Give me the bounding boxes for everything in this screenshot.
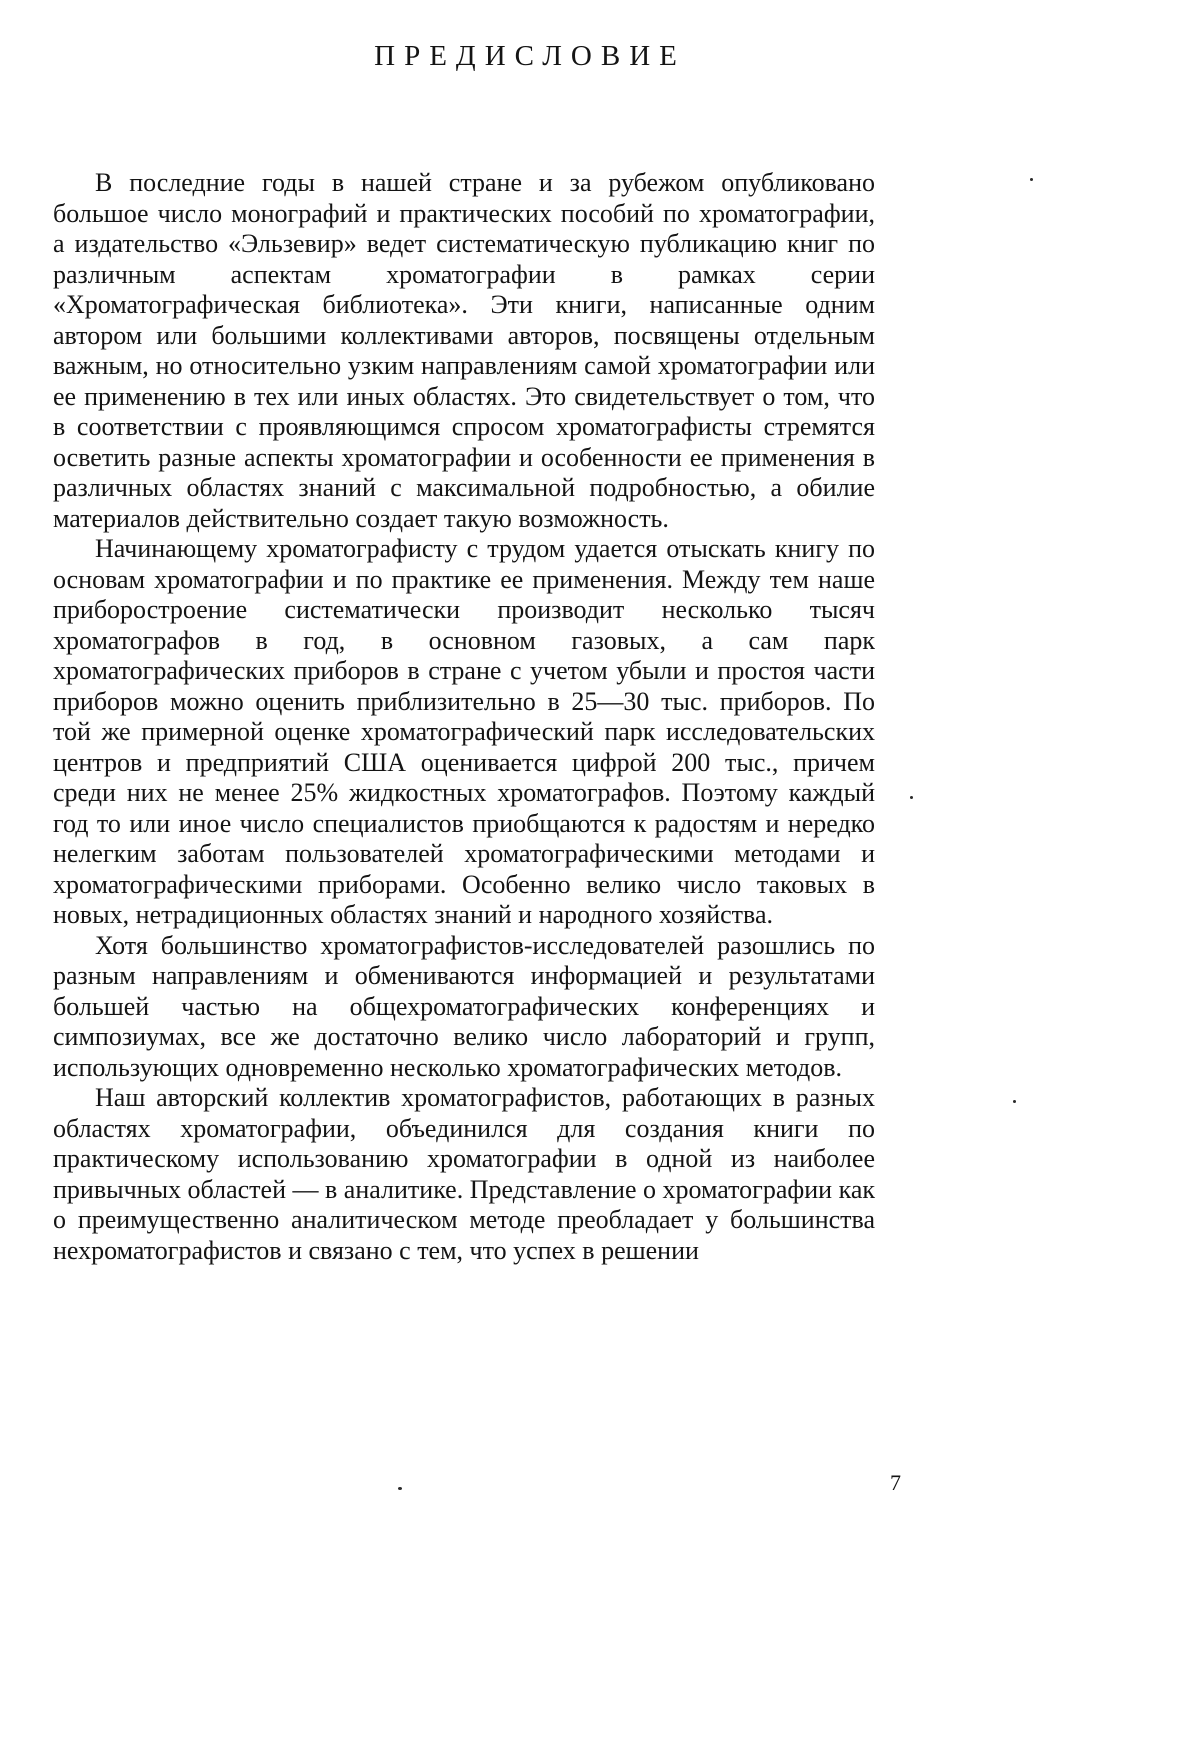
page-heading: ПРЕДИСЛОВИЕ [374,40,686,72]
body-text [53,168,875,1266]
paragraph-3: Хотя большинство хроматографистов-исследователей разошлись по разным направлениям и обмениваются информацией и результатами большей частью на общехроматографических конференциях и симпозиумах, все же достаточно велико число лабораторий и групп, использующих одновременно несколько хроматографических методов. [53,930,875,1082]
scan-speck [1013,1100,1016,1103]
page-number: 7 [890,1470,901,1495]
paragraph-4: Наш авторский коллектив хроматографистов, работающих в разных областях хроматографии, объединился для создания книги по практическому использованию хроматографии в одной из наиболее привычных областей — в аналитике. Представление о хроматографии как о преимущественно аналитическом методе преобладает у большинства нехроматографистов и связано с тем, что успех в решении [53,1083,875,1265]
scan-speck [1030,178,1033,181]
paragraph-1: В последние годы в нашей стране и за рубежом опубликовано большое число монографий и практических пособий по хроматографии, а издательство «Эльзевир» ведет систематическую публикацию книг по различным аспектам хроматографии в рамках серии «Хроматографическая библиотека». Эти книги, написанные одним автором или большими коллективами авторов, посвящены отдельным важным, но относительно узким направлениям самой хроматографии или ее применению в тех или иных областях. Это свидетельствует о том, что в соответствии с проявляющимся спросом хроматографисты стремятся осветить разные аспекты хроматографии и особенности ее применения в различных областях знаний с максимальной подробностью, а обилие материалов действительно создает такую возможность. [53,168,875,533]
scan-speck [910,796,913,799]
paragraph-2: Начинающему хроматографисту с трудом удается отыскать книгу по основам хроматографии и по практике ее применения. Между тем наше приборостроение систематически производит несколько тысяч хроматографов в год, в основном газовых, а сам парк хроматографических приборов в стране с учетом убыли и простоя части приборов можно оценить приблизительно в 25—30 тыс. приборов. По той же примерной оценке хроматографический парк исследовательских центров и предприятий США оценивается цифрой 200 тыс., причем среди них не менее 25% жидкостных хроматографов. Поэтому каждый год то или иное число специалистов приобщаются к радостям и нередко нелегким заботам пользователей хроматографическими методами и хроматографическими приборами. Особенно велико число таковых в новых, нетрадиционных областях знаний и народного хозяйства. [53,534,875,929]
scan-speck [398,1487,402,1490]
